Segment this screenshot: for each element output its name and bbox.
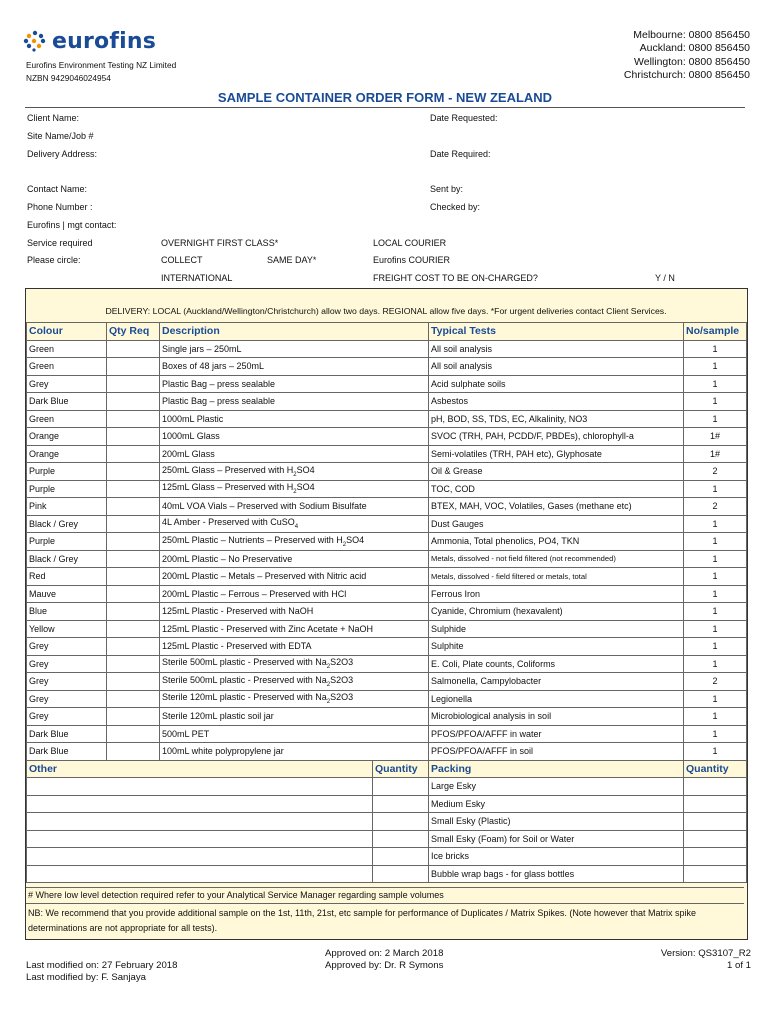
description-cell [160, 358, 429, 376]
qty-req-input[interactable] [107, 533, 160, 551]
packing-item: Large Esky [429, 778, 684, 796]
other-item-input[interactable] [27, 795, 373, 813]
qty-req-input[interactable] [107, 445, 160, 463]
typical-tests-cell: E. Coli, Plate counts, Coliforms [429, 655, 684, 673]
description-text: Plastic Bag – press sealable [162, 378, 276, 389]
eurofins-contact-label[interactable]: Eurofins | mgt contact: [27, 220, 117, 230]
description-cell [160, 743, 429, 761]
other-quantity-input[interactable] [373, 795, 429, 813]
description-cell [160, 585, 429, 603]
description-text: Sterile 120mL plastic soil jar [162, 711, 274, 722]
option-overnight[interactable]: OVERNIGHT FIRST CLASS* [161, 238, 279, 248]
container-table-header [27, 323, 747, 341]
other-quantity-input[interactable] [373, 778, 429, 796]
table-row [27, 393, 747, 411]
no-sample-cell: 2 [684, 498, 747, 516]
description-text: 500mL PET [162, 728, 210, 739]
phone-wellington: Wellington: 0800 856450 [634, 55, 750, 68]
no-sample-cell: 1 [684, 340, 747, 358]
description-text: 100mL white polypropylene jar [162, 746, 284, 757]
approved-on: Approved on: 2 March 2018 [325, 948, 444, 959]
typical-tests-cell: Sulphite [429, 638, 684, 656]
table-row [27, 568, 747, 586]
description-cell [160, 463, 429, 481]
packing-row [27, 865, 747, 883]
table-row [27, 480, 747, 498]
description-subscript: 2 [293, 489, 297, 496]
low-level-note: # Where low level detection required refer to your Analytical Service Manager regarding sample volumes [26, 887, 744, 904]
packing-row [27, 795, 747, 813]
table-row [27, 358, 747, 376]
description-tail: SO4 [296, 464, 315, 475]
packing-row [27, 813, 747, 831]
packing-item: Small Esky (Foam) for Soil or Water [429, 830, 684, 848]
table-row [27, 445, 747, 463]
footer-modified [26, 960, 177, 985]
colour-cell: Pink [27, 498, 107, 516]
packing-quantity-input[interactable] [684, 830, 747, 848]
no-sample-cell: 1 [684, 655, 747, 673]
no-sample-cell: 1 [684, 708, 747, 726]
company-info [26, 59, 176, 85]
typical-tests-cell: TOC, COD [429, 480, 684, 498]
colour-cell: Purple [27, 480, 107, 498]
description-tail: S2O3 [330, 657, 354, 668]
header-colour: Colour [27, 323, 107, 341]
header-qty-req: Qty Req [107, 323, 160, 341]
no-sample-cell: 1 [684, 480, 747, 498]
packing-item: Small Esky (Plastic) [429, 813, 684, 831]
phone-melbourne: Melbourne: 0800 856450 [633, 29, 750, 41]
qty-req-input[interactable] [107, 568, 160, 586]
description-text: 200mL Glass [162, 448, 215, 459]
other-quantity-input[interactable] [373, 813, 429, 831]
typical-tests-cell: Metals, dissolved - field filtered or metals, total [429, 568, 684, 586]
typical-tests-cell: Oil & Grease [429, 463, 684, 481]
title-divider [25, 107, 745, 108]
option-local-courier[interactable]: LOCAL COURIER [373, 238, 447, 248]
qty-req-input[interactable] [107, 428, 160, 446]
option-collect[interactable]: COLLECT [161, 255, 203, 265]
freight-yes-no[interactable]: Y / N [655, 273, 675, 283]
header-description: Description [160, 323, 429, 341]
description-cell [160, 393, 429, 411]
colour-cell: Orange [27, 428, 107, 446]
packing-quantity-input[interactable] [684, 848, 747, 866]
version: Version: QS3107_R2 [660, 948, 751, 959]
typical-tests-cell: PFOS/PFOA/AFFF in soil [429, 743, 684, 761]
description-tail: SO4 [346, 534, 365, 545]
delivery-note: DELIVERY: LOCAL (Auckland/Wellington/Christchurch) allow two days. REGIONAL allow five days. *For urgent deliveries contact Client Services. [105, 306, 667, 316]
qty-req-input[interactable] [107, 673, 160, 691]
description-text: Single jars – 250mL [162, 343, 242, 354]
qty-req-input[interactable] [107, 620, 160, 638]
description-text: 125mL Glass – Preserved with H [162, 482, 294, 493]
description-text: Sterile 500mL plastic - Preserved with Na [162, 674, 327, 685]
description-cell [160, 375, 429, 393]
description-text: 1000mL Glass [162, 431, 220, 442]
service-required-label: Service required [27, 238, 93, 248]
no-sample-cell: 1 [684, 375, 747, 393]
typical-tests-cell: Sulphide [429, 620, 684, 638]
qty-req-input[interactable] [107, 655, 160, 673]
description-text: 250mL Glass – Preserved with H [162, 464, 294, 475]
packing-item: Medium Esky [429, 795, 684, 813]
colour-cell: Black / Grey [27, 550, 107, 568]
container-table [26, 322, 747, 883]
typical-tests-cell: Microbiological analysis in soil [429, 708, 684, 726]
table-row [27, 690, 747, 708]
header-packing: Packing [429, 760, 684, 778]
table-row [27, 585, 747, 603]
packing-item: Bubble wrap bags - for glass bottles [429, 865, 684, 883]
no-sample-cell: 1# [684, 428, 747, 446]
description-tail: SO4 [296, 482, 315, 493]
description-text: Sterile 120mL plastic - Preserved with Na [162, 692, 327, 703]
option-same-day[interactable]: SAME DAY* [267, 255, 317, 265]
date-required-label[interactable]: Date Required: [430, 149, 491, 159]
qty-req-input[interactable] [107, 498, 160, 516]
no-sample-cell: 1 [684, 585, 747, 603]
freight-cost-question: FREIGHT COST TO BE ON-CHARGED? [373, 273, 538, 283]
qty-req-input[interactable] [107, 340, 160, 358]
typical-tests-cell: All soil analysis [429, 340, 684, 358]
table-row [27, 410, 747, 428]
qty-req-input[interactable] [107, 603, 160, 621]
typical-tests-cell: Metals, dissolved - not field filtered (not recommended) [429, 550, 684, 568]
table-row [27, 673, 747, 691]
no-sample-cell: 1 [684, 393, 747, 411]
site-name-label[interactable]: Site Name/Job # [27, 131, 94, 141]
typical-tests-cell: Dust Gauges [429, 515, 684, 533]
phone-contacts [624, 29, 750, 83]
packing-quantity-input[interactable] [684, 813, 747, 831]
qty-req-input[interactable] [107, 585, 160, 603]
description-text: 4L Amber - Preserved with CuSO [162, 517, 295, 528]
table-row [27, 620, 747, 638]
typical-tests-cell: Legionella [429, 690, 684, 708]
qty-req-input[interactable] [107, 690, 160, 708]
header-other: Other [27, 760, 373, 778]
colour-cell: Black / Grey [27, 515, 107, 533]
qty-req-input[interactable] [107, 725, 160, 743]
no-sample-cell: 1 [684, 358, 747, 376]
qty-req-input[interactable] [107, 393, 160, 411]
description-text: 1000mL Plastic [162, 413, 224, 424]
contact-name-label[interactable]: Contact Name: [27, 184, 88, 194]
qty-req-input[interactable] [107, 708, 160, 726]
qty-req-input[interactable] [107, 375, 160, 393]
typical-tests-cell: Asbestos [429, 393, 684, 411]
colour-cell: Dark Blue [27, 725, 107, 743]
header-no-sample: No/sample [684, 323, 747, 341]
phone-number-label[interactable]: Phone Number : [27, 202, 93, 212]
description-cell [160, 620, 429, 638]
description-cell [160, 445, 429, 463]
typical-tests-cell: Cyanide, Chromium (hexavalent) [429, 603, 684, 621]
colour-cell: Mauve [27, 585, 107, 603]
other-quantity-input[interactable] [373, 830, 429, 848]
description-cell [160, 603, 429, 621]
colour-cell: Green [27, 340, 107, 358]
colour-cell: Purple [27, 533, 107, 551]
header-typical-tests: Typical Tests [429, 323, 684, 341]
other-quantity-input[interactable] [373, 865, 429, 883]
description-cell [160, 410, 429, 428]
colour-cell: Green [27, 358, 107, 376]
description-cell [160, 673, 429, 691]
approved-by: Approved by: Dr. R Symons [325, 960, 444, 972]
packing-quantity-input[interactable] [684, 795, 747, 813]
table-row [27, 340, 747, 358]
phone-auckland: Auckland: 0800 856450 [639, 42, 750, 55]
colour-cell: Grey [27, 375, 107, 393]
description-subscript: 2 [293, 471, 297, 478]
colour-cell: Green [27, 410, 107, 428]
no-sample-cell: 1 [684, 620, 747, 638]
packing-quantity-input[interactable] [684, 865, 747, 883]
no-sample-cell: 1 [684, 743, 747, 761]
typical-tests-cell: Ammonia, Total phenolics, PO4, TKN [429, 533, 684, 551]
no-sample-cell: 1 [684, 550, 747, 568]
colour-cell: Grey [27, 655, 107, 673]
description-cell [160, 340, 429, 358]
description-cell [160, 690, 429, 708]
no-sample-cell: 1# [684, 445, 747, 463]
table-row [27, 533, 747, 551]
other-quantity-input[interactable] [373, 848, 429, 866]
option-eurofins-courier[interactable]: Eurofins COURIER [373, 255, 451, 265]
description-subscript: 2 [326, 681, 331, 688]
qty-req-input[interactable] [107, 743, 160, 761]
typical-tests-cell: Acid sulphate soils [429, 375, 684, 393]
description-subscript: 2 [342, 541, 347, 548]
no-sample-cell: 1 [684, 533, 747, 551]
logo-text: eurofins [52, 28, 157, 54]
description-cell [160, 568, 429, 586]
colour-cell: Grey [27, 638, 107, 656]
no-sample-cell: 1 [684, 410, 747, 428]
no-sample-cell: 1 [684, 638, 747, 656]
description-cell [160, 638, 429, 656]
qty-req-input[interactable] [107, 550, 160, 568]
eurofins-logo [22, 28, 156, 54]
no-sample-cell: 1 [684, 568, 747, 586]
no-sample-cell: 2 [684, 463, 747, 481]
colour-cell: Grey [27, 708, 107, 726]
qty-req-input[interactable] [107, 463, 160, 481]
description-text: 125mL Plastic - Preserved with EDTA [162, 641, 312, 652]
packing-row [27, 848, 747, 866]
packing-item: Ice bricks [429, 848, 684, 866]
packing-row [27, 830, 747, 848]
table-row [27, 603, 747, 621]
typical-tests-cell: BTEX, MAH, VOC, Volatiles, Gases (methane etc) [429, 498, 684, 516]
description-text: Sterile 500mL plastic - Preserved with Na [162, 657, 327, 668]
description-cell [160, 515, 429, 533]
page-number: 1 of 1 [726, 960, 751, 972]
typical-tests-cell: pH, BOD, SS, TDS, EC, Alkalinity, NO3 [429, 410, 684, 428]
other-item-input[interactable] [27, 778, 373, 796]
other-item-input[interactable] [27, 813, 373, 831]
table-row [27, 463, 747, 481]
other-packing-header [27, 760, 747, 778]
description-cell [160, 655, 429, 673]
other-item-input[interactable] [27, 865, 373, 883]
colour-cell: Grey [27, 690, 107, 708]
typical-tests-cell: Ferrous Iron [429, 585, 684, 603]
header-packing-quantity: Quantity [684, 760, 747, 778]
colour-cell: Blue [27, 603, 107, 621]
description-text: Plastic Bag – press sealable [162, 396, 276, 407]
footer-approved [325, 948, 443, 973]
matrix-spike-note: NB: We recommend that you provide additional sample on the 1st, 11th, 21st, etc sample for performance of Duplicates / Matrix Spikes. (Note however that Matrix spike determinations are not appropriate for all tests). [28, 908, 696, 933]
description-subscript: 4 [294, 524, 299, 531]
qty-req-input[interactable] [107, 410, 160, 428]
colour-cell: Yellow [27, 620, 107, 638]
description-text: 200mL Plastic – No Preservative [162, 553, 293, 564]
checked-by-label[interactable]: Checked by: [430, 202, 481, 212]
description-text: 125mL Plastic - Preserved with NaOH [162, 606, 314, 617]
delivery-address-label[interactable]: Delivery Address: [27, 149, 98, 159]
typical-tests-cell: All soil analysis [429, 358, 684, 376]
qty-req-input[interactable] [107, 480, 160, 498]
qty-req-input[interactable] [107, 515, 160, 533]
nzbn: NZBN 9429046024954 [26, 73, 111, 83]
option-international[interactable]: INTERNATIONAL [161, 273, 233, 283]
phone-christchurch: Christchurch: 0800 856450 [623, 69, 750, 82]
description-subscript: 2 [326, 699, 331, 706]
form-title: SAMPLE CONTAINER ORDER FORM - NEW ZEALAND [217, 90, 553, 105]
description-text: 125mL Plastic - Preserved with Zinc Acetate + NaOH [162, 623, 374, 634]
other-item-input[interactable] [27, 848, 373, 866]
no-sample-cell: 1 [684, 515, 747, 533]
eurofins-dots-icon [22, 30, 48, 52]
company-name: Eurofins Environment Testing NZ Limited [26, 60, 177, 70]
last-modified-by: Last modified by: F. Sanjaya [26, 972, 146, 984]
client-name-label[interactable]: Client Name: [27, 113, 80, 123]
table-row [27, 708, 747, 726]
table-row [27, 375, 747, 393]
table-row [27, 515, 747, 533]
other-item-input[interactable] [27, 830, 373, 848]
no-sample-cell: 1 [684, 690, 747, 708]
description-cell [160, 708, 429, 726]
footer-version [661, 948, 751, 973]
colour-cell: Purple [27, 463, 107, 481]
qty-req-input[interactable] [107, 358, 160, 376]
last-modified-on: Last modified on: 27 February 2018 [26, 960, 178, 971]
sent-by-label[interactable]: Sent by: [430, 184, 464, 194]
no-sample-cell: 2 [684, 673, 747, 691]
typical-tests-cell: Semi-volatiles (TRH, PAH etc), Glyphosate [429, 445, 684, 463]
description-cell [160, 725, 429, 743]
table-row [27, 638, 747, 656]
description-tail: S2O3 [330, 692, 354, 703]
description-subscript: 2 [326, 664, 331, 671]
description-cell [160, 428, 429, 446]
table-row [27, 428, 747, 446]
description-text: 200mL Plastic – Metals – Preserved with Nitric acid [162, 571, 367, 582]
table-row [27, 743, 747, 761]
description-cell [160, 498, 429, 516]
colour-cell: Dark Blue [27, 393, 107, 411]
description-cell [160, 480, 429, 498]
colour-cell: Red [27, 568, 107, 586]
description-cell [160, 533, 429, 551]
description-tail: S2O3 [330, 674, 354, 685]
date-requested-label[interactable]: Date Requested: [430, 113, 498, 123]
description-text: 200mL Plastic – Ferrous – Preserved with HCl [162, 588, 347, 599]
typical-tests-cell: PFOS/PFOA/AFFF in water [429, 725, 684, 743]
description-text: 250mL Plastic – Nutrients – Preserved with H [162, 534, 343, 545]
header-other-quantity: Quantity [373, 760, 429, 778]
description-text: 40mL VOA Vials – Preserved with Sodium Bisulfate [162, 501, 367, 512]
no-sample-cell: 1 [684, 725, 747, 743]
description-cell [160, 550, 429, 568]
qty-req-input[interactable] [107, 638, 160, 656]
typical-tests-cell: Salmonella, Campylobacter [429, 673, 684, 691]
colour-cell: Orange [27, 445, 107, 463]
packing-quantity-input[interactable] [684, 778, 747, 796]
typical-tests-cell: SVOC (TRH, PAH, PCDD/F, PBDEs), chlorophyll-a [429, 428, 684, 446]
colour-cell: Grey [27, 673, 107, 691]
table-row [27, 550, 747, 568]
table-row [27, 498, 747, 516]
please-circle-label: Please circle: [27, 255, 81, 265]
description-text: Boxes of 48 jars – 250mL [162, 361, 265, 372]
no-sample-cell: 1 [684, 603, 747, 621]
table-row [27, 655, 747, 673]
colour-cell: Dark Blue [27, 743, 107, 761]
table-row [27, 725, 747, 743]
packing-row [27, 778, 747, 796]
